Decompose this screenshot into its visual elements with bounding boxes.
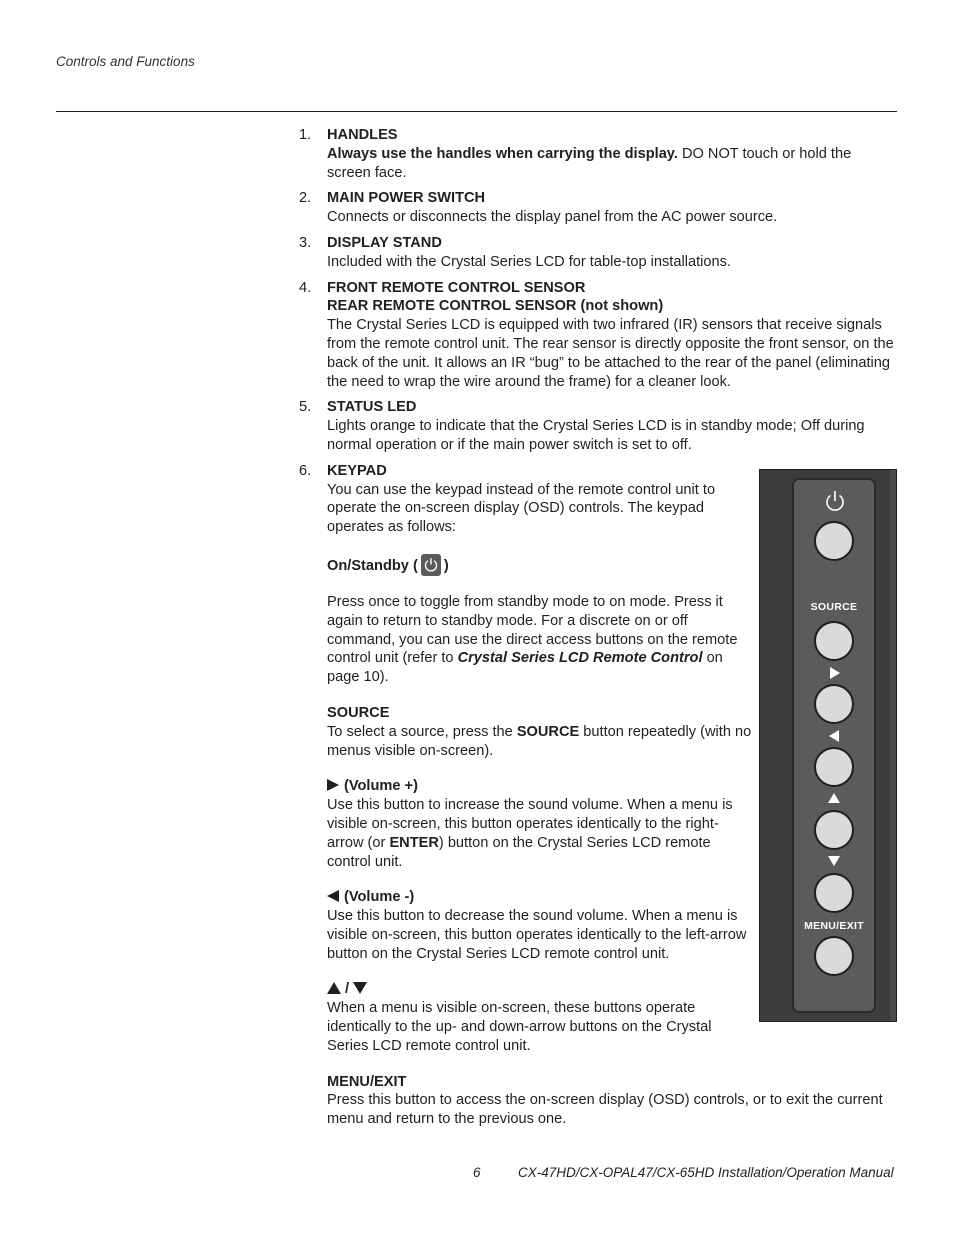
separator: /	[345, 981, 350, 998]
subsection-title	[327, 554, 752, 576]
list-item-main-power-switch	[299, 189, 897, 227]
item-number: 4.	[299, 279, 312, 296]
item-title: FRONT REMOTE CONTROL SENSOR	[327, 279, 586, 296]
keypad-bezel-edge	[890, 470, 896, 1021]
subsection-source	[327, 704, 752, 760]
subsection-title	[327, 980, 752, 999]
subsection-title	[327, 777, 752, 796]
menu-exit-label: MENU/EXIT	[804, 920, 864, 932]
item-text: Lights orange to indicate that the Crystal Series LCD is in standby mode; Off during normal operation or if the main power switch is set to off.	[327, 418, 865, 453]
volume-down-title: (Volume -)	[344, 889, 415, 906]
volume-down-button	[814, 747, 854, 787]
right-arrow-icon	[327, 779, 339, 791]
power-icon	[421, 554, 441, 576]
list-item-status-led	[299, 398, 897, 454]
header-rule	[56, 111, 897, 112]
keypad-panel	[792, 478, 876, 1013]
item-title: STATUS LED	[327, 399, 417, 416]
volume-up-text-start: Use this button to increase the sound volume. When a menu is visible on-screen, this button operates identically to the right-arrow (or	[327, 797, 733, 851]
source-text-end: button repeatedly (with no menus visible on-screen).	[327, 723, 752, 759]
list-item-display-stand	[299, 234, 897, 272]
page-number: 6	[473, 1165, 481, 1180]
subsection-title: SOURCE	[327, 704, 390, 721]
power-button	[814, 521, 854, 561]
cross-reference: Crystal Series LCD Remote Control	[457, 650, 703, 667]
item-text-body: DO NOT touch or hold the screen face.	[327, 145, 852, 181]
volume-up-button	[814, 684, 854, 724]
volume-up-title: (Volume +)	[344, 778, 418, 795]
keypad-description	[327, 462, 752, 1056]
subsection-text	[327, 796, 752, 871]
standby-text-end: on page 10).	[327, 650, 723, 686]
subsection-volume-up	[327, 777, 752, 871]
manual-title: CX-47HD/CX-OPAL47/CX-65HD Installation/Operation Manual	[518, 1165, 894, 1180]
item-text: You can use the keypad instead of the remote control unit to operate the on-screen display (OSD) controls. The keypad operates as follows:	[327, 481, 716, 536]
item-number: 6.	[299, 462, 312, 479]
item-bold-lead: Always use the handles when carrying the display.	[327, 145, 678, 162]
subsection-text	[327, 723, 752, 761]
item-subtitle: REAR REMOTE CONTROL SENSOR (not shown)	[327, 298, 664, 315]
item-number: 1.	[299, 127, 312, 143]
standby-title-end: )	[443, 557, 449, 574]
item-title: DISPLAY STAND	[327, 234, 442, 251]
running-header: Controls and Functions	[56, 54, 195, 69]
source-label: SOURCE	[810, 601, 858, 613]
menu-exit-button	[814, 936, 854, 976]
subsection-text: When a menu is visible on-screen, these buttons operate identically to the up- and down-arrow buttons on the Crystal Series LCD remote control unit.	[327, 1000, 712, 1054]
subsection-menu-exit	[327, 1073, 897, 1129]
enter-keyword: ENTER	[389, 834, 439, 851]
subsection-volume-down	[327, 888, 752, 963]
subsection-up-down	[327, 980, 752, 1055]
up-arrow-icon	[828, 793, 840, 803]
subsection-text	[327, 593, 752, 687]
keypad-illustration	[759, 469, 897, 1022]
subsection-title	[327, 888, 752, 907]
subsection-title: MENU/EXIT	[327, 1073, 407, 1090]
volume-up-text-end: ) button on the Crystal Series LCD remote control unit.	[327, 834, 711, 870]
subsection-text: Use this button to decrease the sound volume. When a menu is visible on-screen, this button operates identically to the left-arrow button on the Crystal Series LCD remote control unit.	[327, 908, 747, 962]
standby-text-start: Press once to toggle from standby mode to on mode. Press it again to return to standby mode. For a discrete on or off command, you can use the direct access buttons on the remote control unit (refer to	[327, 593, 738, 667]
power-icon	[824, 489, 846, 513]
subsection-text: Press this button to access the on-screen display (OSD) controls, or to exit the current menu and return to the previous one.	[327, 1092, 883, 1128]
up-button	[814, 810, 854, 850]
left-arrow-icon	[829, 730, 839, 742]
source-keyword: SOURCE	[516, 723, 580, 740]
item-text	[327, 145, 897, 183]
source-text-start: To select a source, press the	[327, 723, 517, 740]
down-arrow-icon	[353, 982, 367, 994]
down-button	[814, 873, 854, 913]
item-title: HANDLES	[327, 127, 398, 143]
item-title: MAIN POWER SWITCH	[327, 190, 486, 207]
list-item-handles	[299, 126, 897, 182]
subsection-on-standby	[327, 554, 752, 687]
item-number: 2.	[299, 190, 312, 207]
item-text: Included with the Crystal Series LCD for table-top installations.	[327, 253, 731, 270]
item-text: The Crystal Series LCD is equipped with two infrared (IR) sensors that receive signals from the remote control unit. The rear sensor is directly opposite the front sensor, on the back of the unit. It allows an IR “bug” to be attached to the rear of the panel (eliminating the need to wrap the wire around the frame) for a cleaner look.	[327, 317, 894, 390]
source-button	[814, 621, 854, 661]
item-number: 5.	[299, 399, 312, 416]
down-arrow-icon	[828, 856, 840, 866]
left-arrow-icon	[327, 890, 339, 902]
item-title: KEYPAD	[327, 462, 387, 479]
up-arrow-icon	[327, 982, 341, 994]
right-arrow-icon	[830, 667, 840, 679]
item-text: Connects or disconnects the display panel from the AC power source.	[327, 209, 778, 226]
item-number: 3.	[299, 234, 312, 251]
standby-title-start: On/Standby (	[327, 557, 418, 574]
list-item-remote-sensors	[299, 279, 897, 392]
